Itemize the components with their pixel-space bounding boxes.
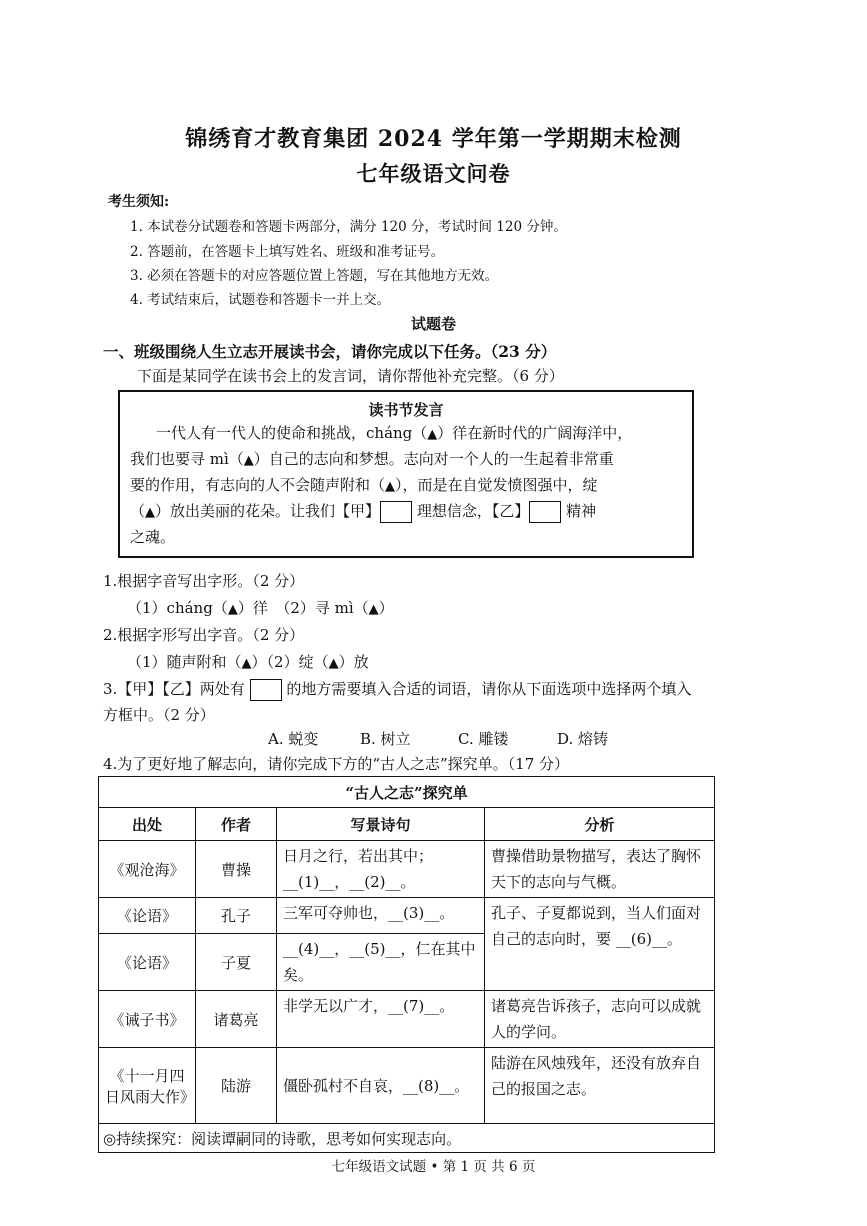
- option-a: A. 蜕变: [268, 730, 319, 748]
- answer-box: [380, 501, 412, 523]
- speech-title: 读书节发言: [368, 401, 444, 419]
- exam-subtitle: 七年级语文问卷: [356, 161, 511, 186]
- exam-title: 锦绣育才教育集团 2024 学年第一学期期末检测: [185, 126, 682, 152]
- question-2-items: （1）随声附和（▲）（2）绽（▲）放: [127, 653, 369, 671]
- speech-line: 要的作用，有志向的人不会随声附和（▲），而是在自觉发愤图强中，绽: [130, 476, 598, 494]
- blank-marker: ▲: [427, 427, 438, 442]
- table-row: 《观沧海》 曹操 日月之行，若出其中； __(1)__，__(2)__。 曹操借助景物描写，表达了胸怀天下的志向与气概。: [99, 841, 715, 898]
- table-header: 分析: [485, 808, 715, 841]
- blank-marker: ▲: [385, 479, 396, 494]
- notice-item: 4. 考试结束后，试题卷和答题卡一并上交。: [130, 292, 391, 308]
- option-b: B. 树立: [360, 730, 411, 748]
- table-header: 出处: [99, 808, 196, 841]
- speech-line: 之魂。: [130, 528, 176, 546]
- table-row: 《论语》 孔子 三军可夺帅也，__(3)__。 孔子、子夏都说到，当人们面对自己的志向时，要 __(6)__。: [99, 898, 715, 934]
- part1-intro: 下面是某同学在读书会上的发言词，请你帮他补充完整。（6 分）: [137, 367, 564, 385]
- answer-box: [250, 679, 282, 701]
- question-2: 2.根据字形写出字音。（2 分）: [103, 626, 305, 644]
- notice-item: 2. 答题前，在答题卡上填写姓名、班级和准考证号。: [130, 244, 445, 260]
- speech-line: 一代人有一代人的使命和挑战，cháng（▲）徉在新时代的广阔海洋中，: [156, 424, 633, 442]
- part1-title: 一、班级围绕人生立志开展读书会，请你完成以下任务。（23 分）: [103, 342, 557, 361]
- table-footnote: ◎持续探究：阅读谭嗣同的诗歌，思考如何实现志向。: [99, 1124, 715, 1153]
- question-3-cont: 方框中。（2 分）: [103, 706, 215, 724]
- question-4: 4.为了更好地了解志向，请你完成下方的“古人之志”探究单。（17 分）: [103, 755, 570, 773]
- answer-box: [529, 501, 561, 523]
- table-caption: “古人之志”探究单: [99, 777, 715, 808]
- exploration-table: [98, 776, 715, 1153]
- table-header: 作者: [196, 808, 277, 841]
- option-d: D. 熔铸: [557, 730, 609, 748]
- question-3: 3.【甲】【乙】两处有 的地方需要填入合适的词语，请你从下面选项中选择两个填入: [103, 678, 691, 701]
- blank-marker: ▲: [145, 505, 156, 520]
- notice-heading: 考生须知:: [108, 194, 170, 210]
- table-row: 《十一月四日风雨大作》 陆游 僵卧孤村不自哀，__(8)__。 陆游在风烛残年，还没有放弃自己的报国之志。: [99, 1048, 715, 1124]
- speech-line: （▲）放出美丽的花朵。让我们【甲】 理想信念，【乙】 精神: [130, 500, 596, 523]
- section-title: 试题卷: [410, 315, 456, 333]
- notice-item: 3. 必须在答题卡的对应答题位置上答题，写在其他地方无效。: [130, 268, 499, 284]
- question-1-items: （1）cháng（▲）徉 （2）寻 mì（▲）: [127, 599, 394, 617]
- speech-box: [118, 390, 694, 558]
- question-1: 1.根据字音写出字形。（2 分）: [103, 572, 305, 590]
- notice-item: 1. 本试卷分试题卷和答题卡两部分，满分 120 分，考试时间 120 分钟。: [130, 219, 567, 235]
- table-header: 写景诗句: [277, 808, 485, 841]
- blank-marker: ▲: [243, 453, 254, 468]
- page-footer: 七年级语文试题 • 第 1 页 共 6 页: [331, 1159, 536, 1175]
- speech-line: 我们也要寻 mì（▲）自己的志向和梦想。志向对一个人的一生起着非常重: [130, 450, 614, 468]
- option-c: C. 雕镂: [458, 730, 509, 748]
- table-row: 《论语》 子夏 __(4)__，__(5)__，仁在其中矣。: [99, 934, 715, 991]
- table-row: 《诫子书》 诸葛亮 非学无以广才，__(7)__。 诸葛亮告诉孩子，志向可以成就人的学问。: [99, 991, 715, 1048]
